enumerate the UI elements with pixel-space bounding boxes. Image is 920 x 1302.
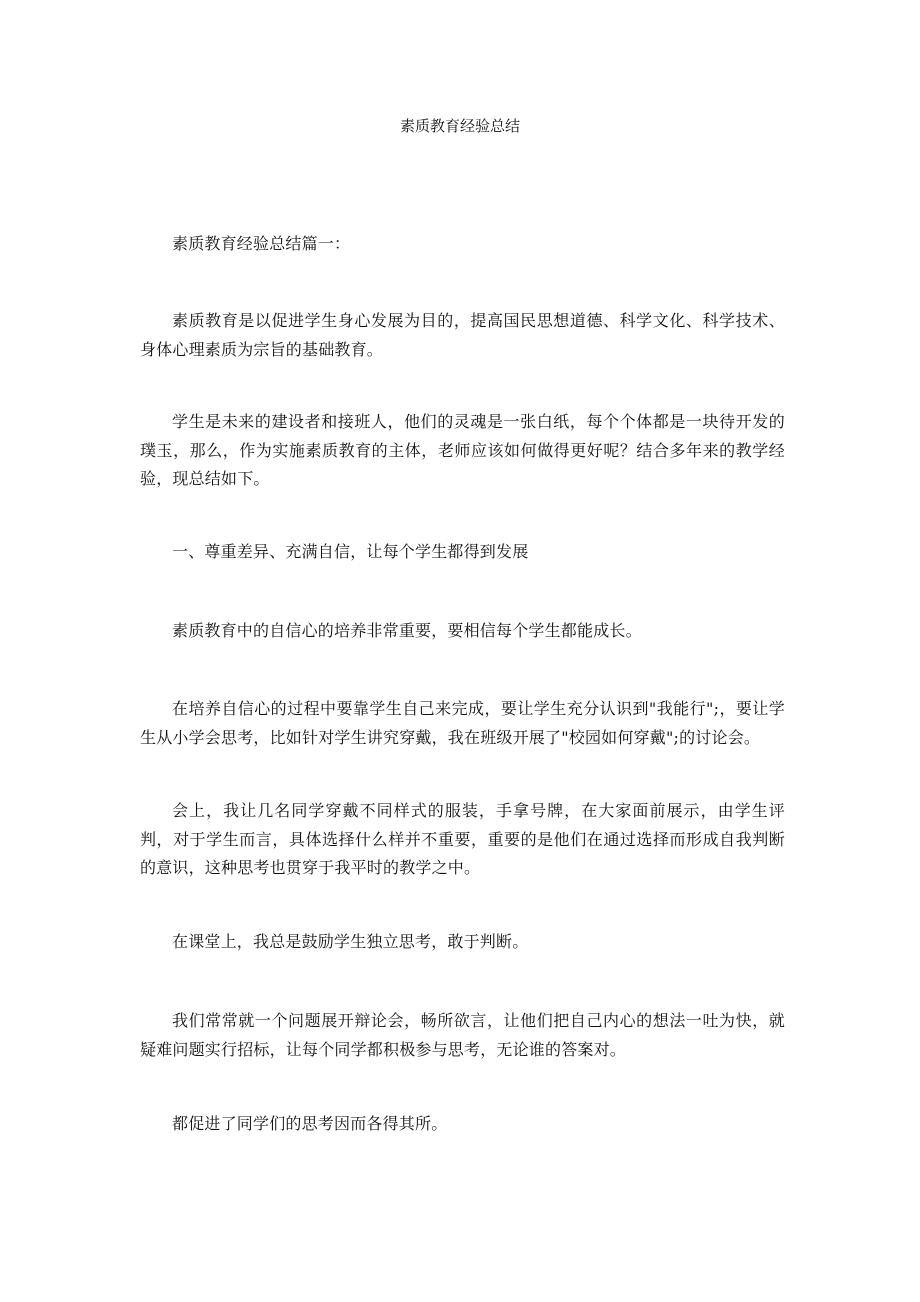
paragraph-classroom: 在课堂上，我总是鼓励学生独立思考，敢于判断。	[172, 932, 529, 951]
paragraph-closing: 都促进了同学们的思考因而各得其所。	[172, 1114, 448, 1133]
paragraph-debate: 我们常常就一个问题展开辩论会，畅所欲言，让他们把自己内心的想法一吐为快，就疑难问题实行招标，让每个同学都积极参与思考，无论谁的答案对。	[140, 1011, 785, 1059]
paragraph-point-one-heading: 一、尊重差异、充满自信，让每个学生都得到发展	[172, 542, 529, 561]
paragraph-confidence: 素质教育中的自信心的培养非常重要，要相信每个学生都能成长。	[172, 621, 642, 640]
paragraph-section-heading: 素质教育经验总结篇一：	[172, 234, 351, 253]
paragraph-self-thinking: 在培养自信心的过程中要靠学生自己来完成，要让学生充分认识到"我能行";，要让学生从小学会思考，比如针对学生讲究穿戴，我在班级开展了"校园如何穿戴";的讨论会。	[140, 699, 785, 747]
paragraph-meeting: 会上，我让几名同学穿戴不同样式的服装，手拿号牌，在大家面前展示，由学生评判，对于学生而言，具体选择什么样并不重要，重要的是他们在通过选择而形成自我判断的意识，这种思考也贯穿于我平时的教学之中。	[140, 801, 785, 877]
paragraph-definition: 素质教育是以促进学生身心发展为目的，提高国民思想道德、科学文化、科学技术、身体心理素质为宗旨的基础教育。	[140, 311, 785, 359]
document-title: 素质教育经验总结	[399, 117, 520, 135]
paragraph-intro: 学生是未来的建设者和接班人，他们的灵魂是一张白纸，每个个体都是一块待开发的璞玉，那么，作为实施素质教育的主体，老师应该如何做得更好呢？结合多年来的教学经验，现总结如下。	[140, 412, 785, 488]
